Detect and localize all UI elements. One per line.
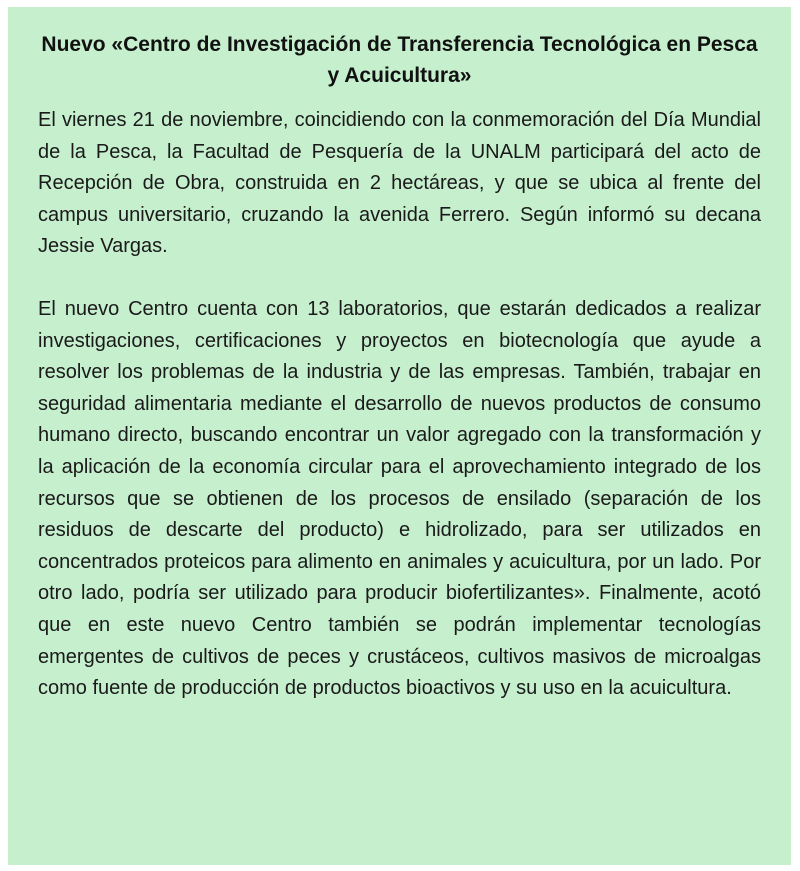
article-paragraph-2: El nuevo Centro cuenta con 13 laboratorios, que estarán dedicados a realizar investigaciones, certificaciones y proyectos en biotecnología que ayude a resolver los problemas de la industria y de las empresas. También, trabajar en seguridad alimentaria mediante el desarrollo de nuevos productos de consumo humano directo, buscando encontrar un valor agregado con la transformación y la aplicación de la economía circular para el aprovechamiento integrado de los recursos que se obtienen de los procesos de ensilado (separación de los residuos de descarte del producto) e hidrolizado, para ser utilizados en concentrados proteicos para alimento en animales y acuicultura, por un lado. Por otro lado, podría ser utilizado para producir biofertilizantes». Finalmente, acotó que en este nuevo Centro también se podrán implementar tecnologías emergentes de cultivos de peces y crustáceos, cultivos masivos de microalgas como fuente de producción de productos bioactivos y su uso en la acuicultura.	[38, 297, 761, 700]
news-card	[8, 7, 791, 865]
article-paragraph-1: El viernes 21 de noviembre, coincidiendo con la conmemoración del Día Mundial de la Pesca, la Facultad de Pesquería de la UNALM participará del acto de Recepción de Obra, construida en 2 hectáreas, y que se ubica al frente del campus universitario, cruzando la avenida Ferrero. Según informó su decana Jessie Vargas.	[38, 109, 761, 258]
article-title: Nuevo «Centro de Investigación de Transferencia Tecnológica en Pesca y Acuicultura»	[41, 33, 758, 87]
